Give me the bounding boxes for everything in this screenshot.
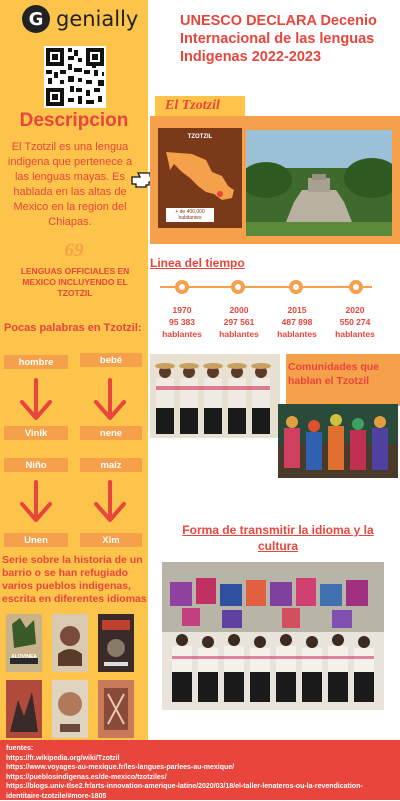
- word-spanish-maiz: maíz: [80, 458, 142, 472]
- sources-label: fuentes:: [6, 744, 398, 754]
- word-tzotzil-nene: nene: [80, 426, 142, 440]
- comunidades-text: Comunidades que hablan el Tzotzil: [288, 360, 398, 388]
- timeline-unit: hablantes: [153, 328, 211, 340]
- book-cover-title: ALOVINEA: [6, 654, 42, 660]
- timeline-entry-2000: [210, 304, 268, 340]
- palenque-ruins-photo[interactable]: [246, 130, 392, 236]
- source-link[interactable]: https://www.voyages-au-mexique.fr/les-langues-parlees-au-mexique/: [6, 763, 398, 773]
- tzotzil-community-photo[interactable]: [278, 404, 398, 478]
- weavers-group-photo[interactable]: [162, 562, 384, 710]
- word-spanish-hombre: hombre: [4, 355, 68, 369]
- page-title: UNESCO DECLARA Decenio Internacional de las lenguas Indigenas 2022-2023: [180, 12, 390, 66]
- map-card-title: TZOTZIL: [158, 134, 242, 140]
- genially-logo-icon: G: [22, 5, 50, 33]
- arrow-down-icon: [18, 378, 54, 422]
- genially-logo[interactable]: [22, 4, 142, 34]
- source-link[interactable]: https://fr.wikipedia.org/wiki/Tzotzil: [6, 754, 398, 764]
- word-tzotzil-vinik: Vinik: [4, 426, 68, 440]
- source-link[interactable]: identitaire-tzotzile/#more-1805: [6, 792, 398, 801]
- book-cover-image[interactable]: [52, 680, 88, 738]
- timeline-entry-2015: [268, 304, 326, 340]
- word-spanish-nino: Niño: [4, 458, 68, 472]
- book-cover-image[interactable]: [98, 614, 134, 672]
- timeline-year: 2000: [210, 304, 268, 316]
- book-cover-image[interactable]: [6, 614, 42, 672]
- arrow-down-icon: [92, 480, 128, 524]
- description-text: El Tzotzil es una lengua indigena que pertenece a las lenguas mayas. Es hablada en las altas de Mexico en la region del Chiapas.: [6, 140, 134, 230]
- timeline-title: Linea del tiempo: [150, 256, 245, 270]
- serie-text: Serie sobre la historia de un barrio o se han refugiado varios pueblos indigenas, escrita en diferentes idiomas: [2, 554, 148, 606]
- source-link[interactable]: https://pueblosindigenas.es/de-mexico/tzotziles/: [6, 773, 398, 783]
- word-tzotzil-unen: Unen: [4, 533, 68, 547]
- timeline-unit: hablantes: [210, 328, 268, 340]
- tzotzil-label: El Tzotzil: [155, 96, 245, 116]
- book-cover-image[interactable]: [52, 614, 88, 672]
- timeline-year: 2015: [268, 304, 326, 316]
- description-heading: Descripcion: [0, 110, 148, 132]
- source-link[interactable]: https://blogs.univ-tlse2.fr/arts-innovation-amerique-latine/2020/03/18/el-taller-lenateros-ou-la-revendication-: [6, 782, 398, 792]
- timeline-unit: hablantes: [268, 328, 326, 340]
- words-title: Pocas palabras en Tzotzil:: [4, 322, 148, 334]
- timeline-year: 2020: [326, 304, 384, 316]
- tzotzil-women-photo[interactable]: [150, 354, 280, 438]
- qr-code-icon[interactable]: [44, 46, 106, 108]
- map-badge-text: + de 400,000 habitantes: [166, 209, 214, 221]
- timeline-dot: [175, 280, 189, 294]
- timeline-count: 487 898: [268, 316, 326, 328]
- timeline-line: [160, 286, 372, 288]
- timeline-dot: [349, 280, 363, 294]
- timeline-entry-2020: [326, 304, 384, 340]
- book-cover-image[interactable]: [6, 680, 42, 738]
- forma-title: Forma de transmitir la idioma y la cultura: [168, 522, 388, 554]
- sources: [6, 744, 398, 801]
- book-cover-image[interactable]: [98, 680, 134, 738]
- arrow-down-icon: [92, 378, 128, 422]
- word-spanish-bebe: bebé: [80, 353, 142, 367]
- arrow-down-icon: [18, 480, 54, 524]
- timeline-dot: [231, 280, 245, 294]
- timeline-count: 297 561: [210, 316, 268, 328]
- mexico-map-card[interactable]: [158, 128, 242, 228]
- timeline-count: 550 274: [326, 316, 384, 328]
- mexico-map-icon: [162, 146, 238, 206]
- timeline-entry-1970: [153, 304, 211, 340]
- timeline-year: 1970: [153, 304, 211, 316]
- timeline-count: 95 383: [153, 316, 211, 328]
- official-languages-text: LENGUAS OFFICIALES EN MEXICO INCLUYENDO EL TZOTZIL: [8, 266, 142, 299]
- timeline-dot: [289, 280, 303, 294]
- official-languages-number: 69: [0, 240, 148, 262]
- logo-text: genially: [56, 7, 138, 31]
- timeline-unit: hablantes: [326, 328, 384, 340]
- word-tzotzil-xim: Xim: [80, 533, 142, 547]
